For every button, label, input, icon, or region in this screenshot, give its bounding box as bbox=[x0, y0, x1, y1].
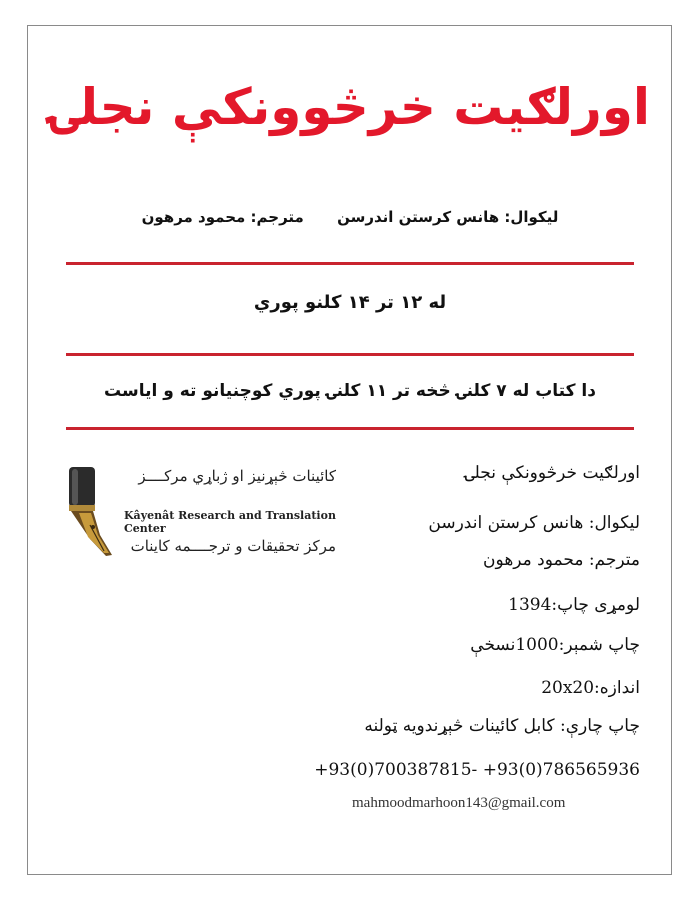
fountain-pen-icon bbox=[66, 465, 118, 557]
credits-line bbox=[0, 208, 700, 226]
book-title: اورلګیت خرڅوونکې نجلۍ bbox=[49, 78, 651, 136]
author-credit: لیکوال: هانس کرستن اندرسن bbox=[337, 208, 559, 226]
info-first-print: لومړی چاپ:1394 bbox=[508, 595, 640, 615]
publisher-name-pashto: کائینات څېړنیز او ژباړي مرکــــز bbox=[138, 467, 336, 485]
info-translator: مترجم: محمود مرهون bbox=[483, 550, 640, 570]
info-phones: +93(0)700387815- +93(0)786565936 bbox=[314, 760, 640, 780]
divider-3 bbox=[66, 427, 634, 430]
info-book-title: اورلګیت خرڅوونکې نجلۍ bbox=[464, 463, 640, 483]
info-author: لیکوال: هانس کرستن اندرسن bbox=[428, 513, 640, 533]
publisher-name-english: Kâyenât Research and Translation Center bbox=[124, 509, 336, 535]
info-email: mahmoodmarhoon143@gmail.com bbox=[352, 795, 566, 811]
info-size: اندازه:20x20 bbox=[541, 678, 640, 698]
info-print-count: چاپ شمېر:1000نسخې bbox=[470, 635, 640, 655]
page-frame bbox=[27, 25, 672, 875]
info-printer: چاپ چارې: کابل کائینات څېړندویه ټولنه bbox=[364, 716, 640, 736]
translator-credit: مترجم: محمود مرهون bbox=[141, 208, 304, 226]
age-range: له ۱۲ تر ۱۴ کلنو پوري bbox=[253, 292, 447, 313]
publisher-logo bbox=[66, 465, 341, 560]
subtitle: دا کتاب له ۷ کلنۍ څخه تر ۱۱ کلنۍ پوري کوچنیانو ته و ایاست bbox=[104, 381, 596, 401]
divider-1 bbox=[66, 262, 634, 265]
publisher-name-persian: مرکز تحقیقات و ترجــــمه کاینات bbox=[130, 537, 336, 555]
divider-2 bbox=[66, 353, 634, 356]
